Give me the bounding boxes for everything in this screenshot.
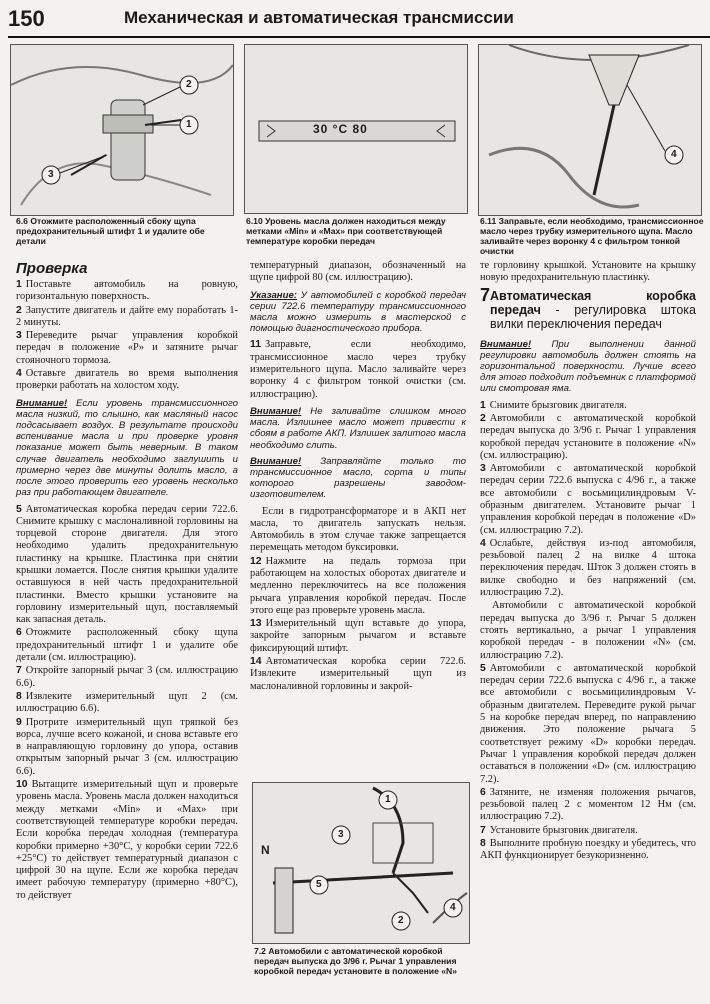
- section-7-heading: 7 Автоматическая коробка передач - регулировка штока вилки переключения передач: [480, 284, 696, 331]
- page-title: Механическая и автоматическая трансмиссии: [124, 8, 514, 27]
- step-6: 6 Затяните, не изменяя положения рычагов, резьбовой палец 2 с моментом 12 Нм (см. иллюстрацию 7.2).: [480, 786, 696, 823]
- step-14: 14 Автоматическая коробка серии 722.6. Извлеките измерительный щуп из маслоналивной горловины и закрой-: [250, 656, 466, 692]
- warning-oil-type: Внимание! Заправляйте только то трансмиссионное масло, сорта и типы которого разрешены заводом-изготовителем.: [250, 455, 466, 501]
- continued-text: те горловину крышкой. Установите на крышку новую предохранительную пластинку.: [480, 260, 696, 284]
- callout-2: 2: [186, 79, 192, 90]
- figure-6-10-caption: 6.10 Уровень масла должен находиться между метками «Min» и «Max» при соответствующей температуре коробки передач: [246, 216, 446, 246]
- page-number: 150: [8, 6, 45, 31]
- page-header: [0, 0, 710, 40]
- step-4: 4 Оставьте двигатель во время выполнения проверки работать на холостом ходу.: [16, 368, 238, 392]
- step-8: 8 Выполните пробную поездку и убедитесь, что АКП функционирует безукоризненно.: [480, 838, 696, 862]
- figure-6-6: [10, 44, 234, 216]
- warning-foam: Внимание! Если уровень трансмиссионного масла низкий, то слышно, как масляный насос подсасывает воздух. В результате происходи вспенивание масла и при проверке уровня показание может быть неверным. В таком случае двигатель необходимо заглушить и примерно через две минуты долить масло, а после этого проверить его уровень несколько раз при работающем двигателе.: [16, 397, 238, 499]
- header-rule: [8, 36, 710, 38]
- figure-6-11-caption: 6.11 Заправьте, если необходимо, трансмиссионное масло через трубку измерительного щупа. Масло заливайте через воронку 4 с фильтром тонкой очистки: [480, 216, 704, 256]
- figure-6-11-drawing: [479, 45, 701, 215]
- section-heading-check: Проверка: [16, 260, 88, 277]
- step-5: 5 Автоматическая коробка передач серии 722.6. Снимите крышку с маслоналивной горловины на торцевой стороне двигателя. Для этого необходимо удалить предохранительную пластинку на крышке. Пластинка при снятии крышки ломается. После снятия крышки удалите оставшуюся в ней часть предохранительной пластинки. Вместо крышки установите на горловину измерительный щуп, поставляемый как запасная деталь.: [16, 503, 238, 626]
- step-7: 7 Установите брызговик двигателя.: [480, 824, 638, 836]
- step-12: 12 Нажмите на педаль тормоза при работающем на холостых оборотах двигателе и медленно переключитесь на все положения рычага управления коробкой передач. После этого еще раз проверьте уровень масла.: [250, 555, 466, 616]
- paragraph-lever-vertical: Автомобили с автоматической коробкой передач выпуска до 3/96 г. Рычаг 5 должен стоять вертикально, а рычаг 1 управления коробкой передач - в положении «N» (см. иллюстрацию 7.2).: [480, 600, 696, 661]
- dipstick-marking: 30 °C 80: [313, 122, 368, 136]
- step-5: 5 Автомобили с автоматической коробкой передач серии 722.6 выпуска с 4/96 г., а также все автомобили с восьмицилиндровым V-образным двигателем. Переведите рукой рычаг 5 на коробке передач вперед, по направлению движения. Это положение рычага 5 соответствует режиму «D» коробки передач. Рычаг 1 управления коробкой передач должен оставаться в положении «D» (см. иллюстрацию 7.2).: [480, 662, 696, 785]
- step-7: 7 Откройте запорный рычаг 3 (см. иллюстрацию 6.6).: [16, 665, 238, 689]
- step-10: 10 Вытащите измерительный щуп и проверьте уровень масла. Уровень масла должен находиться между метками «Min» и «Max» при соответствующей температуре коробки передач. Если коробка передач холодная (температура коробки примерно +30°C, у коробки серии 722.6 +25°C) то действует температурный диапазон с цифрой 30 на щупе. Если же коробка передач имеет рабочую температуру (примерно +80°C), то действует: [16, 779, 238, 901]
- step-9: 9 Протрите измерительный щуп тряпкой без ворса, лучше всего кожаной, и снова вставьте его в направляющую горловину до упора, оставив открытым запорный рычаг 3 (см. иллюстрацию 6.6).: [16, 716, 238, 777]
- callout-3: 3: [48, 169, 54, 180]
- paragraph-no-oil: Если в гидротрансформаторе и в АКП нет масла, то двигатель запускать нельзя. Автомобиль в этом случае также запрещается перемещать методом буксировки.: [250, 505, 466, 554]
- figure-6-6-drawing: [11, 45, 233, 215]
- step-1: 1 Поставьте автомобиль на ровную, горизонтальную поверхность.: [16, 279, 238, 303]
- step-11: 11 Заправьте, если необходимо, трансмиссионное масло через трубку измерительного щупа. Масло заливайте через воронку 4 с фильтром тонкой очистки (см. иллюстрацию).: [250, 339, 466, 400]
- step-1: 1 Снимите брызговик двигателя.: [480, 399, 627, 411]
- note-diagnostic: Указание: У автомобилей с коробкой передач серии 722.6 температуру трансмиссионного масла можно измерить в мастерской с помощью диагностического прибора.: [250, 289, 467, 335]
- step-4: 4 Ослабьте, действуя из-под автомобиля, резьбовой палец 2 на вилке 4 штока переключения передач. Шток 3 должен стоять в вилке свободно и без напряжений (см. иллюстрацию 7.2).: [480, 537, 696, 599]
- callout-n: N: [261, 843, 270, 857]
- warning-level-surface: Внимание! При выполнении данной регулировки автомобиль должен стоять на горизонтальной поверхности. Лучше всего для этого подходит подъемник с платформой или смотровая яма.: [480, 338, 696, 395]
- callout-1: 1: [385, 794, 391, 805]
- callout-4: 4: [671, 149, 677, 160]
- step-8: 8 Извлеките измерительный щуп 2 (см. иллюстрацию 6.6).: [16, 690, 238, 715]
- step-6: 6 Отожмите расположенный сбоку щупа предохранительный штифт 1 и удалите обе детали (см. иллюстрацию).: [16, 627, 238, 664]
- figure-6-6-caption: 6.6 Отожмите расположенный сбоку щупа предохранительный штифт 1 и удалите обе детали: [16, 216, 205, 246]
- step-2: 2 Автомобили с автоматической коробкой передач выпуска до 3/96 г. Рычаг 1 управления коробкой передач установите в положение «N» (см. иллюстрацию).: [480, 412, 696, 461]
- continued-text: температурный диапазон, обозначенный на щупе цифрой 80 (см. иллюстрацию).: [250, 260, 466, 284]
- figure-6-10: [244, 44, 468, 214]
- figure-7-2-drawing: [253, 783, 469, 943]
- warning-overfill: Внимание! Не заливайте слишком много масла. Излишнее масло может привести к сбоям в работе АКП. Излишек залитого масла необходимо слить.: [250, 405, 466, 451]
- figure-6-11: [478, 44, 702, 216]
- step-3: 3 Переведите рычаг управления коробкой передач в положение «P» и затяните рычаг стояночного тормоза.: [16, 330, 238, 366]
- figure-7-2: [252, 782, 470, 944]
- figure-7-2-caption: 7.2 Автомобили с автоматической коробкой передач выпуска до 3/96 г. Рычаг 1 управления коробкой передач установите в положение «N»: [254, 946, 458, 976]
- column-2: [250, 260, 466, 694]
- step-13: 13 Измерительный щуп вставьте до упора, закройте запорным рычагом и вставьте фиксирующий штифт.: [250, 618, 466, 654]
- callout-2: 2: [398, 915, 404, 926]
- callout-3: 3: [338, 829, 344, 840]
- callout-1: 1: [186, 119, 192, 130]
- column-1: [16, 260, 238, 903]
- column-3: [480, 260, 696, 864]
- step-3: 3 Автомобили с автоматической коробкой передач серии 722.6 выпуска с 4/96 г., а также все автомобили с восьмицилиндровым V-образным двигателем. Установите рычаг 1 управления коробкой передач в положение «D» (см. иллюстрацию 7.2).: [480, 463, 696, 536]
- callout-4: 4: [450, 902, 456, 913]
- callout-5: 5: [316, 879, 322, 890]
- step-2: 2 Запустите двигатель и дайте ему поработать 1-2 минуты.: [16, 304, 238, 328]
